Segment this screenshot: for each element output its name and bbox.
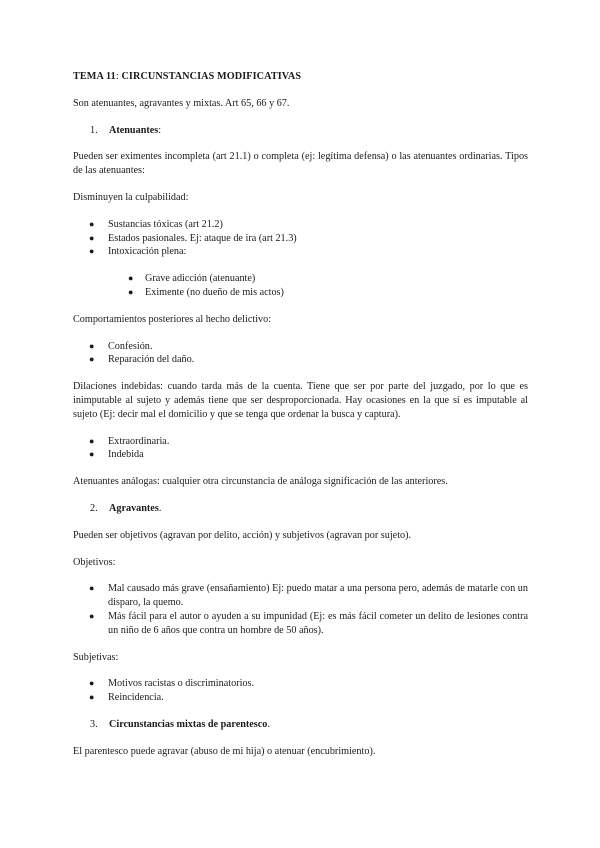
bullet-icon: ● [89,218,95,229]
delays-paragraph: Dilaciones indebidas: cuando tarda más de la cuenta. Tiene que ser por parte del juzgado, por lo que es inimputable al sujeto y además tiene que ser desproporcionada. Hay ocasiones en la que sí es imputable al sujeto (Ej: decir mal el domicilio y que se tenga que ordenar la busca y captura). [73,381,528,420]
culpability-list [73,218,528,259]
bullet-icon: ● [89,354,95,365]
bullet-icon: ● [89,449,95,460]
bullet-icon: ● [128,286,134,297]
list-item: ● Extraordinaria. [89,435,170,447]
bullet-icon: ● [89,435,95,446]
list-item: ● Reparación del daño. [89,354,195,366]
section-3-number: 3. [90,718,98,730]
bullet-icon: ● [89,340,95,351]
list-item: ● Mal causado más grave (ensañamiento) Ej: puedo matar a una persona pero, además de matarle con un disparo, la quemo. [89,583,528,609]
list-item: ● Indebida [89,449,144,461]
posterior-list [73,340,528,368]
section-1-suffix: : [158,124,162,136]
section-3-paragraph: El parentesco puede agravar (abuso de mi hija) o atenuar (encubrimiento). [73,745,376,757]
section-2-number: 2. [90,502,98,514]
list-item: ● Estados pasionales. Ej: ataque de ira (art 21.3) [89,232,297,244]
title-topic-number: TEMA 11 [73,71,116,82]
list-item: ● Sustancias tóxicas (art 21.2) [89,218,223,230]
bullet-icon: ● [89,678,95,689]
bullet-icon: ● [128,273,134,284]
section-2-heading [73,502,528,516]
culpability-label: Disminuyen la culpabilidad: [73,191,189,203]
section-2-title: Agravantes [109,502,159,514]
document-page [73,70,528,759]
analog-paragraph: Atenuantes análogas: cualquier otra circunstancia de análoga significación de las anteriores. [73,476,448,488]
intro-paragraph: Son atenuantes, agravantes y mixtas. Art 65, 66 y 67. [73,97,290,109]
section-1-paragraph: Pueden ser eximentes incompleta (art 21.1) o completa (ej: legítima defensa) o las atenuantes ordinarias. Tipos de las atenuantes: [73,151,528,177]
objective-list [73,582,528,637]
bullet-icon: ● [89,610,95,621]
list-item: ● Grave adicción (atenuante) [128,273,256,285]
delays-list [73,435,528,463]
list-item: ● Motivos racistas o discriminatorios. [89,678,255,690]
section-1-number: 1. [90,124,98,136]
bullet-icon: ● [89,583,95,594]
title-topic-name: CIRCUNSTANCIAS MODIFICATIVAS [118,71,302,82]
bullet-icon: ● [89,692,95,703]
section-2-suffix: . [158,502,162,514]
section-1-title: Atenuantes [109,124,159,136]
section-3-heading [73,718,528,732]
posterior-label: Comportamientos posteriores al hecho delictivo: [73,313,272,325]
bullet-icon: ● [89,246,95,257]
section-3-suffix: . [267,718,270,730]
document-title [73,70,528,84]
title-colon: : [115,71,119,82]
section-1-heading [73,124,528,138]
list-item: ● Eximente (no dueño de mis actos) [128,286,284,298]
intoxication-sublist [73,272,528,300]
list-item: ● Reincidencia. [89,692,164,704]
objective-label: Objetivos: [73,556,116,568]
section-2-paragraph: Pueden ser objetivos (agravan por delito, acción) y subjetivos (agravan por sujeto). [73,529,412,541]
list-item: ● Confesión. [89,340,153,352]
subjective-list [73,677,528,705]
list-item: ● Más fácil para el autor o ayuden a su impunidad (Ej: es más fácil cometer un delito de lesiones contra un niño de 6 años que contra un hombre de 50 años). [89,610,528,636]
section-3-title: Circunstancias mixtas de parentesco [109,718,268,730]
bullet-icon: ● [89,232,95,243]
list-item: ● Intoxicación plena: [89,246,187,258]
subjective-label: Subjetivas: [73,651,119,663]
